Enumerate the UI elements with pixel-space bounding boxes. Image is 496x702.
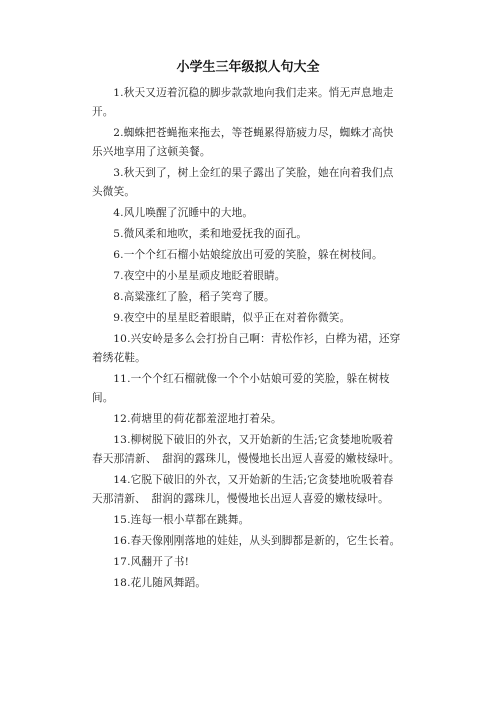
list-item: 7.夜空中的小星星顽皮地眨着眼睛。 bbox=[113, 270, 286, 282]
list-item: 12.荷塘里的荷花都羞涩地打着朵。 bbox=[113, 413, 282, 425]
list-item: 6.一个个红石榴小姑娘绽放出可爱的笑脸，躲在树枝间。 bbox=[113, 249, 383, 261]
list-item: 11.一个个红石榴就像一个个小姑娘可爱的笑脸，躲在树枝间。 bbox=[92, 373, 390, 404]
document-title: 小学生三年级拟人句大全 bbox=[176, 60, 320, 75]
list-item: 15.连每一根小草都在跳舞。 bbox=[113, 514, 250, 526]
list-item: 17.风翻开了书! bbox=[113, 556, 190, 568]
list-item: 9.夜空中的星星眨着眼睛，似乎正在对着你微笑。 bbox=[113, 312, 351, 324]
list-item: 1.秋天又迈着沉稳的脚步款款地向我们走来。悄无声息地走开。 bbox=[92, 87, 394, 118]
list-item: 13.柳树脱下破旧的外衣，又开始新的生活;它贪婪地吮吸着春天那清新、 甜润的露珠儿，慢慢地长出逗人喜爱的嫩枝绿叶。 bbox=[92, 434, 400, 465]
list-item: 2.蜘蛛把苍蝇拖来拖去，等苍蝇累得筋疲力尽，蜘蛛才高快乐兴地享用了这顿美餐。 bbox=[92, 127, 394, 158]
list-item: 18.花儿随风舞蹈。 bbox=[113, 577, 207, 589]
sentence-list bbox=[92, 84, 404, 593]
list-item: 10.兴安岭是多么会打扮自己啊：青松作衫，白桦为裙，还穿着绣花鞋。 bbox=[92, 333, 401, 364]
list-item: 14.它脱下破旧的外衣，又开始新的生活;它贪婪地吮吸着春天那清新、 甜润的露珠儿，慢慢地长出逗人喜爱的嫩枝绿叶。 bbox=[92, 474, 394, 505]
list-item: 8.高粱涨红了脸，稻子笑弯了腰。 bbox=[113, 291, 275, 303]
list-item: 4.风儿唤醒了沉睡中的大地。 bbox=[113, 207, 254, 219]
list-item: 16.春天像刚刚落地的娃娃，从头到脚都是新的，它生长着。 bbox=[113, 535, 401, 547]
list-item: 5.微风柔和地吹，柔和地爱抚我的面孔。 bbox=[113, 228, 308, 240]
list-item: 3.秋天到了，树上金红的果子露出了笑脸，她在向着我们点头微笑。 bbox=[92, 167, 394, 198]
